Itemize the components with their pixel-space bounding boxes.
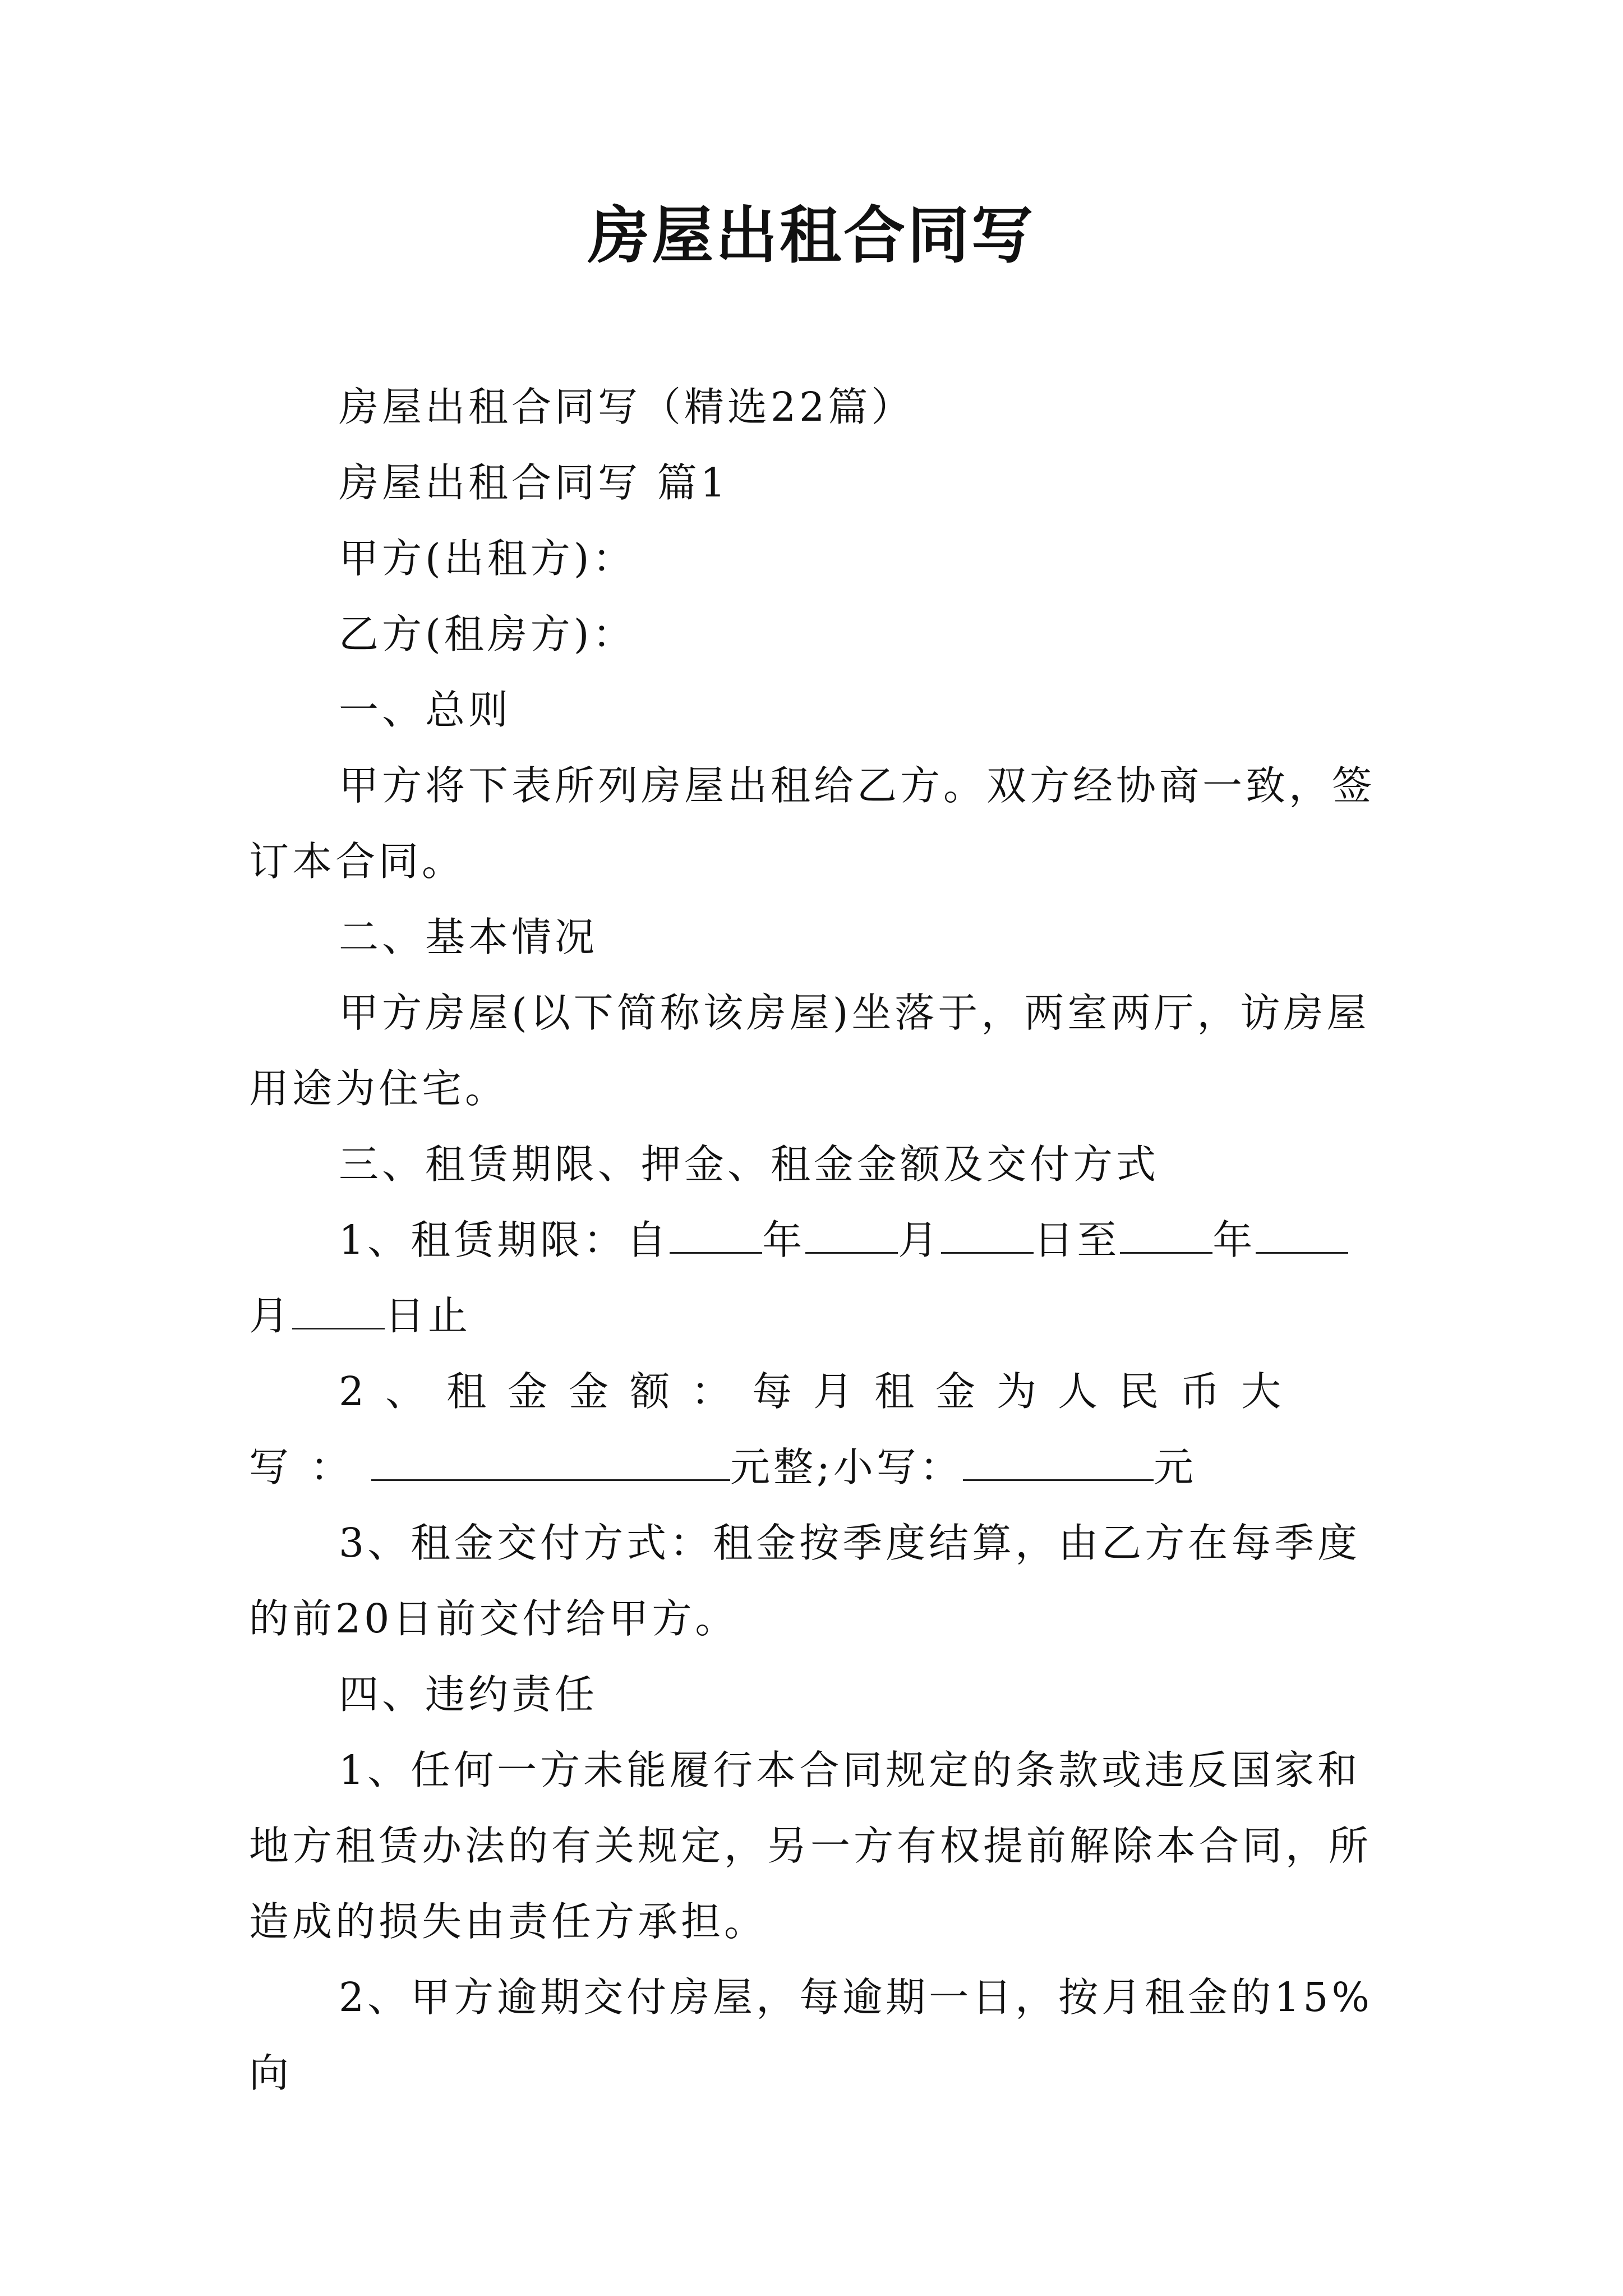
blank-start-day	[941, 1213, 1034, 1254]
paragraph-party-b: 乙方(租房方)：	[339, 611, 636, 657]
paragraph-party-a: 甲方(出租方)：	[339, 535, 636, 582]
unit-year-end: 年	[1212, 1217, 1256, 1263]
lease-period-label: 1、租赁期限：自	[339, 1217, 670, 1263]
unit-day-end: 日止	[385, 1292, 472, 1339]
heading-liability: 四、违约责任	[339, 1671, 598, 1718]
paragraph-basic-info: 甲方房屋(以下简称该房屋)坐落于，两室两厅，访房屋用途为住宅。	[249, 990, 1370, 1112]
paragraph-liability-1: 1、任何一方未能履行本合同规定的条款或违反国家和地方租赁办法的有关规定，另一方有权提前解除本合同，所造成的损失由责任方承担。	[249, 1747, 1372, 1945]
blank-end-day	[292, 1289, 385, 1329]
blank-start-month	[805, 1213, 898, 1254]
paragraph-section-heading: 房屋出租合同写 篇1	[339, 459, 729, 506]
heading-basic-info: 二、基本情况	[339, 914, 598, 960]
paragraph-liability-2: 2、甲方逾期交付房屋，每逾期一日，按月租金的15%向	[249, 1974, 1373, 2096]
paragraph-subtitle: 房屋出租合同写（精选22篇）	[339, 384, 915, 430]
unit-month-end: 月	[249, 1292, 293, 1339]
paragraph-lease-period	[249, 1202, 1387, 1354]
heading-lease-terms: 三、租赁期限、押金、租金金额及交付方式	[339, 1141, 1160, 1188]
unit-month: 月	[898, 1217, 942, 1263]
heading-general: 一、总则	[339, 687, 512, 733]
blank-rent-uppercase	[371, 1440, 730, 1481]
paragraph-rent-amount	[249, 1354, 1387, 1505]
blank-end-month	[1256, 1213, 1348, 1254]
document-body	[249, 369, 1387, 2111]
unit-year: 年	[762, 1217, 806, 1263]
unit-day-to: 日至	[1034, 1217, 1121, 1263]
blank-end-year	[1120, 1213, 1212, 1254]
rent-amount-label: 2、租金金额：每月租金为人民币大写：	[249, 1368, 1303, 1490]
document-title: 房屋出租合同写	[588, 199, 1035, 272]
rent-unit: 元	[1153, 1444, 1197, 1490]
blank-rent-figures	[963, 1440, 1154, 1481]
paragraph-payment-method: 3、租金交付方式：租金按季度结算，由乙方在每季度的前20日前交付给甲方。	[249, 1520, 1361, 1642]
paragraph-general: 甲方将下表所列房屋出租给乙方。双方经协商一致，签订本合同。	[249, 762, 1376, 885]
blank-start-year	[670, 1213, 762, 1254]
rent-small-label: 元整;小写：	[730, 1444, 963, 1490]
